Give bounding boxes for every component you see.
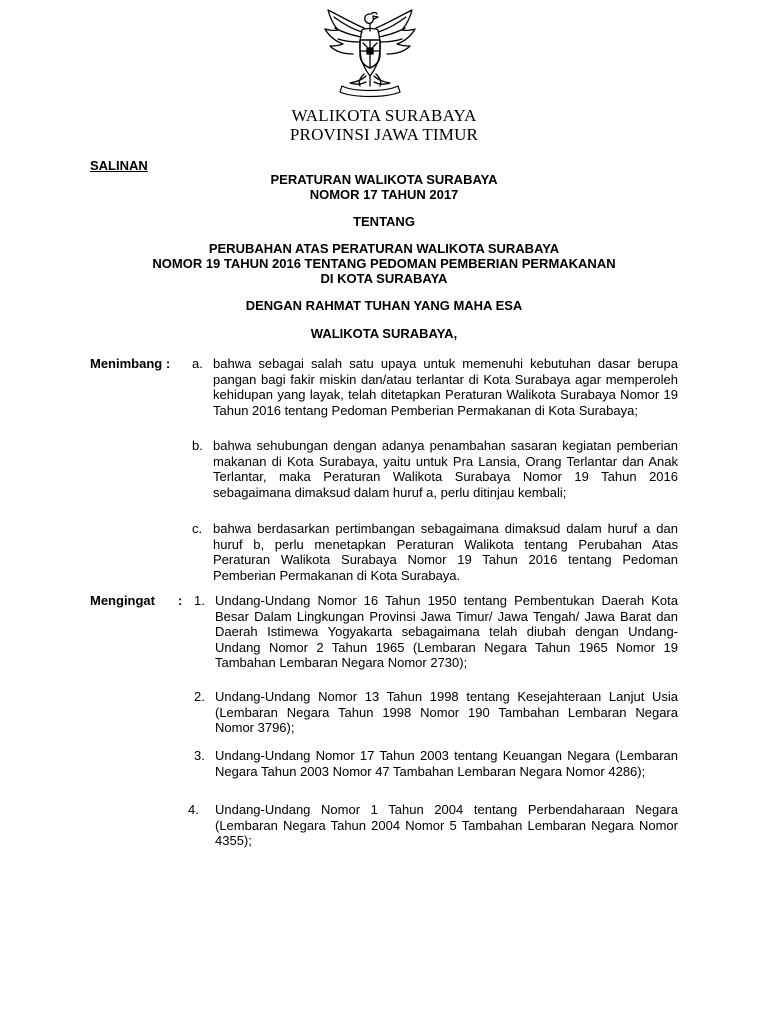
subject-line-2: NOMOR 19 TAHUN 2016 TENTANG PEDOMAN PEMBERIAN PERMAKANAN <box>152 256 616 271</box>
mengingat-marker-4: 4. <box>188 802 199 817</box>
menimbang-label: Menimbang : <box>90 356 171 371</box>
subject-line-1: PERUBAHAN ATAS PERATURAN WALIKOTA SURABAYA <box>208 241 560 256</box>
walikota-heading: WALIKOTA SURABAYA, <box>310 326 458 341</box>
mengingat-item-3: Undang-Undang Nomor 17 Tahun 2003 tentang Keuangan Negara (Lembaran Negara Tahun 2003 Nomor 47 Tambahan Lembaran Negara Nomor 4286); <box>215 748 678 779</box>
regulation-title: PERATURAN WALIKOTA SURABAYA <box>270 172 498 187</box>
menimbang-item-a: bahwa sebagai salah satu upaya untuk memenuhi kebutuhan dasar berupa pangan bagi fakir miskin dan/atau terlantar di Kota Surabaya agar memperoleh kehidupan yang layak, telah ditetapkan Peraturan Walikota Surabaya Nomor 19 Tahun 2016 tentang Pedoman Pemberian Permakanan di Kota Surabaya; <box>213 356 678 418</box>
mengingat-marker-2: 2. <box>194 689 205 704</box>
header-line-2: PROVINSI JAWA TIMUR <box>289 125 479 144</box>
garuda-emblem-icon <box>316 4 424 100</box>
salinan-label: SALINAN <box>90 158 148 173</box>
menimbang-item-b: bahwa sehubungan dengan adanya penambahan sasaran kegiatan pemberian makanan di Kota Surabaya, yaitu untuk Pra Lansia, Orang Terlantar dan Anak Terlantar, maka Peraturan Walikota Surabaya Nomor 19 Tahun 2016 sebagaimana dimaksud dalam huruf a, perlu ditinjau kembali; <box>213 438 678 500</box>
menimbang-marker-c: c. <box>192 521 203 536</box>
menimbang-marker-a: a. <box>192 356 203 371</box>
menimbang-item-c: bahwa berdasarkan pertimbangan sebagaimana dimaksud dalam huruf a dan huruf b, perlu menetapkan Peraturan Walikota tentang Perubahan Atas Peraturan Walikota Surabaya Nomor 19 Tahun 2016 tentang Pedoman Pemberian Permakanan di Kota Surabaya. <box>213 521 678 583</box>
tentang-heading: TENTANG <box>353 214 415 229</box>
header-line-1: WALIKOTA SURABAYA <box>291 106 477 125</box>
mengingat-item-1: Undang-Undang Nomor 16 Tahun 1950 tentang Pembentukan Daerah Kota Besar Dalam Lingkungan Provinsi Jawa Timur/ Jawa Tengah/ Jawa Barat dan Daerah Istimewa Yogyakarta sebagaimana telah diubah dengan Undang-Undang Nomor 2 Tahun 1965 (Lembaran Negara Tahun 1965 Nomor 19 Tambahan Lembaran Negara Nomor 2730); <box>215 593 678 670</box>
menimbang-marker-b: b. <box>192 438 203 453</box>
rahmat-heading: DENGAN RAHMAT TUHAN YANG MAHA ESA <box>245 298 523 313</box>
mengingat-item-2: Undang-Undang Nomor 13 Tahun 1998 tentang Kesejahteraan Lanjut Usia (Lembaran Negara Tahun 1998 Nomor 190 Tambahan Lembaran Negara Nomor 3796); <box>215 689 678 735</box>
mengingat-item-4: Undang-Undang Nomor 1 Tahun 2004 tentang Perbendaharaan Negara (Lembaran Negara Tahun 2004 Nomor 5 Tambahan Lembaran Negara Nomor 4355); <box>215 802 678 848</box>
mengingat-colon: : <box>178 593 183 608</box>
regulation-number: NOMOR 17 TAHUN 2017 <box>309 187 459 202</box>
subject-line-3: DI KOTA SURABAYA <box>320 271 448 286</box>
mengingat-marker-1: 1. <box>194 593 205 608</box>
mengingat-label: Mengingat <box>90 593 155 608</box>
mengingat-marker-3: 3. <box>194 748 205 763</box>
